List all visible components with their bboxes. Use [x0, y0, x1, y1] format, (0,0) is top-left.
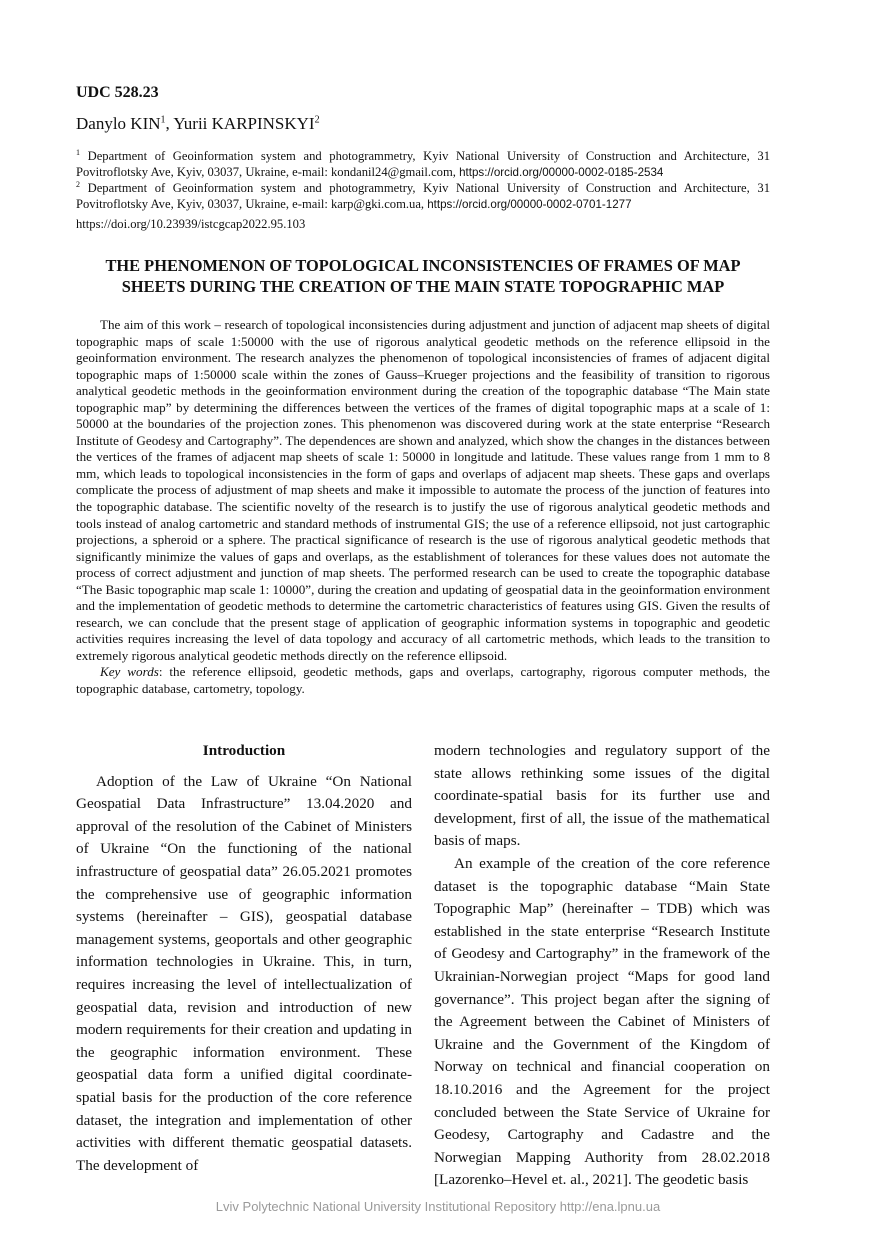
affiliation-2	[76, 177, 770, 213]
orcid-link[interactable]: https://orcid.org/00000-0002-0701-1277	[427, 198, 632, 212]
keywords-text: : the reference ellipsoid, geodetic methods, gaps and overlaps, cartography, rigorous computer methods, the topographic database, cartometry, topology.	[76, 664, 770, 697]
abstract	[76, 317, 770, 698]
author-affiliation-mark: 1	[160, 114, 166, 126]
doi-link[interactable]: https://doi.org/10.23939/istcgcap2022.95.103	[76, 217, 306, 231]
keywords-label: Key words	[100, 664, 159, 680]
body-paragraph: An example of the creation of the core reference dataset is the topographic database “Main State Topographic Map” (hereinafter – TDB) which was established in the state enterprise “Research Institute of Geodesy and Cartography” in the framework of the Ukrainian-Norwegian project “Maps for good land governance”. This project began after the signing of the Agreement between the Cabinet of Ministers of Ukraine and the Government of the Kingdom of Norway on technical and financial cooperation on 18.10.2016 and the Agreement for the project concluded between the State Service of Ukraine for Geodesy, Cartography and Cadastre and the Norwegian Mapping Authority from 28.02.2018 [Lazorenko–Hevel et. al., 2021]. The geodetic basis	[434, 854, 770, 1189]
udc-code: UDC 528.23	[76, 84, 159, 101]
right-column	[434, 740, 770, 1192]
authors	[76, 114, 320, 134]
author-name: Yurii KARPINSKYI	[173, 114, 315, 133]
paper-title: THE PHENOMENON OF TOPOLOGICAL INCONSISTENCIES OF FRAMES OF MAP SHEETS DURING THE CREATION OF THE MAIN STATE TOPOGRAPHIC MAP	[105, 256, 741, 296]
section-heading: Introduction	[202, 742, 286, 759]
affiliation-text: Department of Geoinformation system and photogrammetry, Kyiv National University of Construction and Architecture, 31 Povitroflotsky Ave, Kyiv, 03037, Ukraine, e-mail: kondanil24@gmail.com,	[76, 149, 770, 180]
author-name: Danylo KIN	[76, 114, 161, 133]
abstract-text: The aim of this work – research of topological inconsistencies during adjustment and junction of adjacent map sheets of digital topographic maps of scale 1:50000 with the use of rigorous analytical geodetic methods on the reference ellipsoid in the geoinformation environment. The research analyzes the phenomenon of topological inconsistencies of frames of adjacent digital topographic maps of 1:50000 scale within the zones of Gauss–Krueger projections and the feasibility of transition to rigorous analytical geodetic methods in the geoinformation environment during the creation of the topographic database “The Main state topographic map” by determining the differences between the vertices of the frames of digital topographic maps at a scale of 1: 50000 at the boundaries of the projection zones. This phenomenon was discovered during work at the state enterprise “Research Institute of Geodesy and Cartography”. The dependences are shown and analyzed, which show the changes in the distances between the vertices of the frames of adjacent map sheets of scale 1: 50000 in longitude and latitude. These values range from 1 mm to 8 mm, which leads to topological inconsistencies in the form of gaps and overlaps of adjacent map sheets. These gaps and overlaps complicate the process of adjustment of map sheets and make it impossible to automate the process of the junction of features into the topographic database. The scientific novelty of the research is to justify the use of rigorous analytical geodetic methods and tools instead of analog cartometric and standard methods of instrumental GIS; the use of a reference ellipsoid, not just cartographic projections, a spheroid or a sphere. The practical significance of research is the use of rigorous analytical geodetic methods that significantly minimize the values of gaps and overlaps, as the establishment of tolerances for these values does not automate the process of correct adjustment and junction of map sheets. The performed research can be used to create the topographic database “The Basic topographic map scale 1: 10000”, during the creation and updating of geospatial data in the geoinformation environment and the implementation of geodetic methods to determine the cartometric characteristics of features using GIS. Given the results of research, we can conclude that the present stage of application of geographic information systems in topographic and geodetic activities requires increasing the level of data topology and accuracy of all cartometric methods, which leads to the transition to extremely rigorous analytical geodetic methods directly on the reference ellipsoid.	[76, 317, 770, 663]
body-paragraph: Adoption of the Law of Ukraine “On National Geospatial Data Infrastructure” 13.04.2020 and approval of the resolution of the Cabinet of Ministers of Ukraine “On the functioning of the national infrastructure of geospatial data” 26.05.2021 promotes the comprehensive use of geographic information systems (hereinafter – GIS), geospatial database management systems, geoportals and other geographic information technologies in Ukraine. This, in turn, requires increasing the level of intellectualization of geospatial data, revision and introduction of new modern requirements for their creation and updating in the geographic information environment. These geospatial data form a unified digital coordinate-spatial basis for the production of the core reference dataset, the integration and implementation of other activities with different thematic geospatial datasets. The development of	[76, 772, 412, 1174]
orcid-link[interactable]: https://orcid.org/00000-0002-0185-2534	[459, 166, 664, 180]
affiliation-1	[76, 145, 770, 181]
author-affiliation-mark: 2	[314, 114, 320, 126]
keywords	[76, 664, 770, 697]
affiliation-mark: 2	[76, 180, 80, 189]
affiliation-mark: 1	[76, 148, 80, 157]
affiliation-text: Department of Geoinformation system and photogrammetry, Kyiv National University of Construction and Architecture, 31 Povitroflotsky Ave, Kyiv, 03037, Ukraine, e-mail: karp@gki.com.ua,	[76, 181, 770, 212]
repository-footer: Lviv Polytechnic National University Institutional Repository http://ena.lpnu.ua	[215, 1199, 661, 1214]
left-column	[76, 740, 412, 1177]
body-paragraph: modern technologies and regulatory support of the state allows rethinking some issues of the digital coordinate-spatial basis for its further use and development, first of all, the issue of the mathematical basis of maps.	[434, 742, 770, 850]
author-separator: ,	[165, 114, 174, 133]
